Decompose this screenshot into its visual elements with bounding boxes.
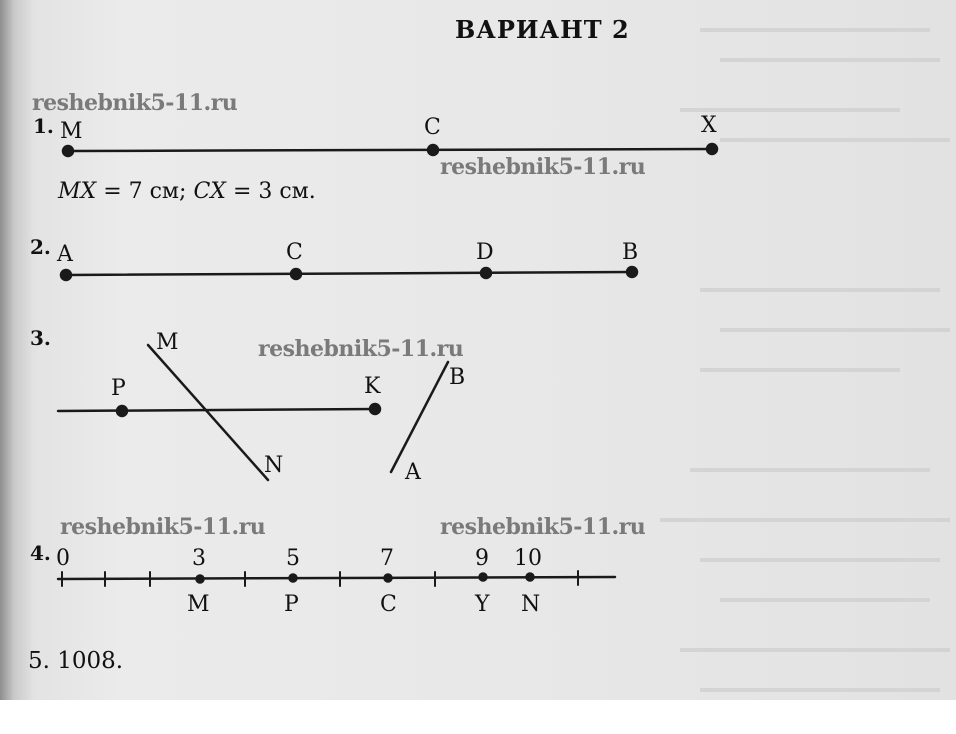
scale-label-5: 5 [286, 546, 300, 571]
mx-variable: MX [58, 179, 97, 204]
segment-ab-3 [391, 362, 448, 472]
point-p-dot [290, 575, 297, 582]
scale-label-10: 10 [514, 546, 542, 571]
point-d-dot [481, 268, 491, 278]
scale-label-9: 9 [475, 546, 489, 571]
point-c-dot [385, 575, 392, 582]
point-b-dot [627, 267, 637, 277]
point-c-dot [428, 145, 438, 155]
point-a-dot [61, 270, 71, 280]
task-3-point-k: K [364, 374, 381, 399]
point-m-dot [197, 576, 204, 583]
point-label-p: P [284, 592, 299, 617]
task-1-point-m: M [60, 119, 83, 144]
task-1-point-x: X [701, 113, 717, 138]
scale-label-0: 0 [56, 546, 70, 571]
cx-variable: CX [193, 179, 226, 204]
cx-value: = 3 см. [225, 179, 316, 204]
task-2-point-c: C [286, 240, 303, 265]
task-2-number: 2. [30, 235, 51, 259]
task-3-number: 3. [30, 326, 51, 350]
watermark: reshebnik5-11.ru [32, 90, 238, 116]
watermark: reshebnik5-11.ru [60, 514, 266, 540]
task-2-point-d: D [476, 240, 494, 265]
task-3-point-p: P [111, 376, 126, 401]
task-3-point-b: B [449, 365, 466, 390]
point-label-m: M [187, 592, 210, 617]
point-c-dot [291, 269, 301, 279]
watermark: reshebnik5-11.ru [258, 336, 464, 362]
task-3-point-a: A [405, 460, 421, 485]
variant-title: ВАРИАНТ 2 [455, 15, 630, 44]
task-4-number: 4. [30, 541, 51, 565]
task-2-point-a: A [57, 242, 73, 267]
mx-value: = 7 см; [96, 179, 194, 204]
point-label-y: Y [475, 592, 490, 617]
segment-ab [66, 272, 632, 275]
watermark: reshebnik5-11.ru [440, 514, 646, 540]
point-p-dot [117, 406, 127, 416]
point-y-dot [480, 574, 487, 581]
scale-label-7: 7 [380, 546, 394, 571]
task-5-answer: 5. 1008. [28, 648, 124, 674]
task-1-number: 1. [33, 114, 54, 138]
point-label-c: C [380, 592, 397, 617]
segment-mx [68, 149, 712, 151]
task-2-point-b: B [622, 240, 639, 265]
point-x-dot [707, 144, 717, 154]
point-label-n: N [521, 592, 541, 617]
point-m-dot [63, 146, 73, 156]
line-mn [148, 345, 268, 480]
watermark: reshebnik5-11.ru [440, 154, 646, 180]
task-3-point-m: M [156, 330, 179, 355]
point-k-dot [370, 404, 380, 414]
point-n-dot [527, 574, 534, 581]
ray-pk [58, 409, 377, 411]
scale-label-3: 3 [192, 546, 206, 571]
task-1-point-c: C [424, 115, 441, 140]
task-3-point-n: N [264, 453, 284, 478]
